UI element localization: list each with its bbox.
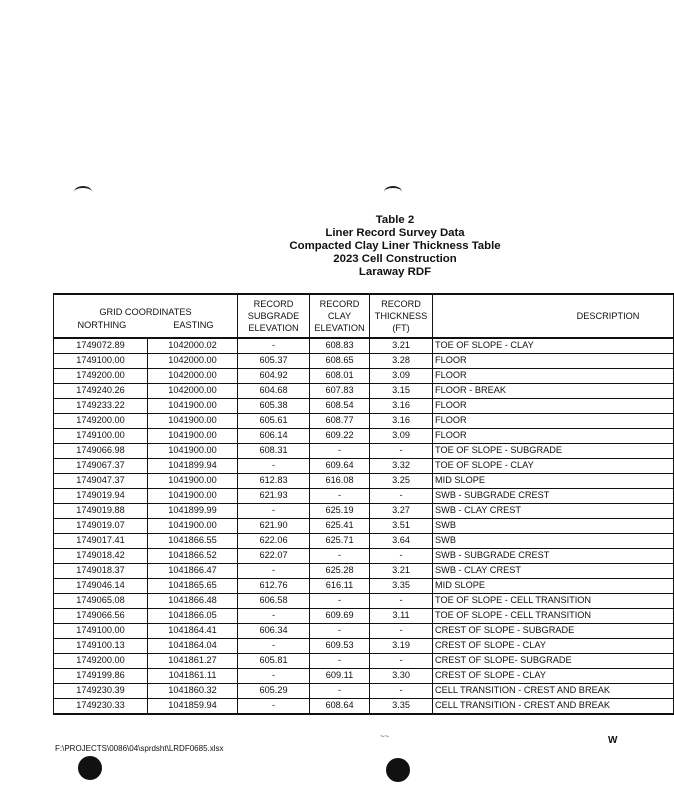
description-cell: SWB - CLAY CREST [433, 564, 674, 579]
northing-header: NORTHING [77, 319, 127, 330]
subgrade-elevation-cell: 605.29 [238, 684, 310, 699]
scan-mark-left [74, 186, 92, 198]
description-cell: TOE OF SLOPE - CELL TRANSITION [433, 609, 674, 624]
table-row [54, 579, 674, 594]
description-cell: FLOOR [433, 369, 674, 384]
thickness-header-line-1: RECORD [381, 299, 421, 309]
clay-header-line-3: ELEVATION [314, 323, 365, 333]
description-cell: TOE OF SLOPE - CLAY [433, 459, 674, 474]
table-row [54, 338, 674, 354]
northing-cell: 1749199.86 [54, 669, 148, 684]
thickness-cell: - [370, 594, 433, 609]
subgrade-elevation-cell: - [238, 564, 310, 579]
table-row [54, 699, 674, 715]
subgrade-elevation-cell: - [238, 504, 310, 519]
clay-elevation-cell: - [310, 594, 370, 609]
subgrade-elevation-cell: 606.14 [238, 429, 310, 444]
subgrade-elevation-cell: 606.58 [238, 594, 310, 609]
facility-name: Laraway RDF [358, 266, 432, 278]
description-cell: FLOOR - BREAK [433, 384, 674, 399]
table-row [54, 519, 674, 534]
description-cell: TOE OF SLOPE - CELL TRANSITION [433, 594, 674, 609]
table-row [54, 369, 674, 384]
table-header [54, 294, 674, 338]
easting-cell: 1041864.04 [148, 639, 238, 654]
northing-cell: 1749230.39 [54, 684, 148, 699]
easting-cell: 1042000.02 [148, 338, 238, 354]
northing-cell: 1749100.00 [54, 429, 148, 444]
northing-cell: 1749072.89 [54, 338, 148, 354]
clay-elevation-cell: 608.65 [310, 354, 370, 369]
easting-cell: 1041866.47 [148, 564, 238, 579]
table-row [54, 594, 674, 609]
clay-elevation-cell: 607.83 [310, 384, 370, 399]
northing-cell: 1749066.56 [54, 609, 148, 624]
description-cell: CELL TRANSITION - CREST AND BREAK [433, 684, 674, 699]
easting-cell: 1041866.05 [148, 609, 238, 624]
clay-elevation-cell: - [310, 654, 370, 669]
clay-elevation-cell: 609.64 [310, 459, 370, 474]
subgrade-elevation-cell: 605.37 [238, 354, 310, 369]
table-row [54, 534, 674, 549]
clay-elevation-cell: 608.54 [310, 399, 370, 414]
description-cell: FLOOR [433, 414, 674, 429]
subgrade-elevation-cell: 621.93 [238, 489, 310, 504]
easting-cell: 1041866.55 [148, 534, 238, 549]
subgrade-elevation-cell: 622.06 [238, 534, 310, 549]
description-cell: FLOOR [433, 354, 674, 369]
table-row [54, 504, 674, 519]
clay-elevation-cell: 608.01 [310, 369, 370, 384]
easting-cell: 1041900.00 [148, 429, 238, 444]
northing-cell: 1749200.00 [54, 414, 148, 429]
northing-cell: 1749047.37 [54, 474, 148, 489]
thickness-cell: 3.25 [370, 474, 433, 489]
subgrade-elevation-cell: - [238, 338, 310, 354]
thickness-cell: 3.11 [370, 609, 433, 624]
northing-cell: 1749067.37 [54, 459, 148, 474]
subgrade-elevation-cell: 604.92 [238, 369, 310, 384]
clay-elevation-cell: 609.53 [310, 639, 370, 654]
file-path: F:\PROJECTS\0086\04\sprdsht\LRDF0685.xlsx [55, 744, 224, 753]
construction-year: 2023 Cell Construction [333, 253, 457, 265]
easting-cell: 1041900.00 [148, 519, 238, 534]
clay-header-line-2: CLAY [327, 311, 352, 321]
subgrade-header-line-1: RECORD [253, 299, 294, 309]
subgrade-elevation-cell: 608.31 [238, 444, 310, 459]
description-cell: CREST OF SLOPE- SUBGRADE [433, 654, 674, 669]
easting-cell: 1042000.00 [148, 369, 238, 384]
thickness-header-line-3: (FT) [392, 323, 410, 333]
northing-cell: 1749100.00 [54, 354, 148, 369]
table-row [54, 609, 674, 624]
thickness-cell: 3.09 [370, 429, 433, 444]
description-cell: MID SLOPE [433, 474, 674, 489]
thickness-cell: - [370, 684, 433, 699]
thickness-header [370, 294, 433, 338]
table-row [54, 474, 674, 489]
thickness-cell: - [370, 654, 433, 669]
table-number: Table 2 [375, 214, 415, 226]
clay-elevation-cell: 609.69 [310, 609, 370, 624]
easting-cell: 1041900.00 [148, 399, 238, 414]
thickness-cell: 3.21 [370, 564, 433, 579]
thickness-cell: 3.51 [370, 519, 433, 534]
clay-elevation-cell: 625.19 [310, 504, 370, 519]
thickness-cell: 3.28 [370, 354, 433, 369]
subgrade-elevation-cell: 621.90 [238, 519, 310, 534]
northing-cell: 1749019.88 [54, 504, 148, 519]
northing-cell: 1749065.08 [54, 594, 148, 609]
thickness-cell: 3.16 [370, 399, 433, 414]
thickness-header-line-2: THICKNESS [374, 311, 428, 321]
subgrade-elevation-cell: 622.07 [238, 549, 310, 564]
thickness-cell: 3.35 [370, 579, 433, 594]
description-cell: SWB - SUBGRADE CREST [433, 489, 674, 504]
northing-cell: 1749200.00 [54, 369, 148, 384]
description-cell: SWB [433, 519, 674, 534]
table-row [54, 639, 674, 654]
thickness-cell: 3.64 [370, 534, 433, 549]
table-row [54, 429, 674, 444]
subgrade-elevation-cell: 604.68 [238, 384, 310, 399]
thickness-cell: - [370, 444, 433, 459]
easting-cell: 1041900.00 [148, 489, 238, 504]
description-cell: TOE OF SLOPE - CLAY [433, 338, 674, 354]
northing-cell: 1749066.98 [54, 444, 148, 459]
northing-cell: 1749230.33 [54, 699, 148, 715]
subgrade-elevation-cell: - [238, 459, 310, 474]
easting-cell: 1041866.48 [148, 594, 238, 609]
table-row [54, 564, 674, 579]
subgrade-header-line-2: SUBGRADE [247, 311, 300, 321]
northing-cell: 1749018.37 [54, 564, 148, 579]
description-cell: SWB [433, 534, 674, 549]
table-subtitle: Compacted Clay Liner Thickness Table [289, 240, 501, 252]
subgrade-elevation-cell: 605.81 [238, 654, 310, 669]
clay-elevation-cell: - [310, 549, 370, 564]
scan-mark-right [384, 186, 402, 198]
clay-elevation-cell: 608.64 [310, 699, 370, 715]
thickness-cell: 3.15 [370, 384, 433, 399]
subgrade-elevation-cell: 605.61 [238, 414, 310, 429]
northing-cell: 1749240.26 [54, 384, 148, 399]
thickness-cell: 3.19 [370, 639, 433, 654]
clay-elevation-cell: 609.22 [310, 429, 370, 444]
table-row [54, 654, 674, 669]
northing-cell: 1749100.13 [54, 639, 148, 654]
clay-elevation-cell: 616.08 [310, 474, 370, 489]
easting-cell: 1041865.65 [148, 579, 238, 594]
thickness-cell: - [370, 624, 433, 639]
description-header-label: DESCRIPTION [576, 311, 640, 321]
clay-elevation-cell: 608.83 [310, 338, 370, 354]
easting-cell: 1041860.32 [148, 684, 238, 699]
clay-elevation-cell: - [310, 489, 370, 504]
subgrade-elevation-cell: 605.38 [238, 399, 310, 414]
clay-elevation-cell: 625.41 [310, 519, 370, 534]
table-row [54, 399, 674, 414]
easting-cell: 1041864.41 [148, 624, 238, 639]
northing-cell: 1749200.00 [54, 654, 148, 669]
table-row [54, 354, 674, 369]
clay-elevation-cell: - [310, 624, 370, 639]
table-row [54, 384, 674, 399]
subgrade-elevation-cell: 612.83 [238, 474, 310, 489]
thickness-cell: 3.21 [370, 338, 433, 354]
table-row [54, 624, 674, 639]
subgrade-elevation-cell: 612.76 [238, 579, 310, 594]
description-cell: SWB - SUBGRADE CREST [433, 549, 674, 564]
easting-cell: 1042000.00 [148, 384, 238, 399]
easting-cell: 1041900.00 [148, 474, 238, 489]
table-title-block [270, 214, 520, 279]
punch-hole-right [386, 758, 410, 782]
northing-cell: 1749046.14 [54, 579, 148, 594]
table-row [54, 489, 674, 504]
description-cell: FLOOR [433, 399, 674, 414]
table-row [54, 684, 674, 699]
subgrade-elevation-cell: - [238, 639, 310, 654]
clay-elevation-cell: 625.71 [310, 534, 370, 549]
easting-cell: 1041900.00 [148, 444, 238, 459]
thickness-cell: 3.30 [370, 669, 433, 684]
survey-table-container [53, 293, 640, 712]
table-row [54, 459, 674, 474]
easting-cell: 1041861.27 [148, 654, 238, 669]
clay-elevation-cell: 616.11 [310, 579, 370, 594]
thickness-cell: 3.35 [370, 699, 433, 715]
survey-table [53, 293, 674, 715]
subgrade-elevation-header [238, 294, 310, 338]
description-cell: MID SLOPE [433, 579, 674, 594]
description-cell: SWB - CLAY CREST [433, 504, 674, 519]
thickness-cell: 3.16 [370, 414, 433, 429]
grid-coordinates-label: GRID COORDINATES [99, 306, 192, 317]
clay-elevation-cell: 625.28 [310, 564, 370, 579]
scan-smudge: ~~ [380, 732, 390, 741]
description-header [433, 294, 674, 338]
clay-elevation-cell: 609.11 [310, 669, 370, 684]
easting-cell: 1041899.94 [148, 459, 238, 474]
table-row [54, 414, 674, 429]
description-cell: FLOOR [433, 429, 674, 444]
thickness-cell: - [370, 489, 433, 504]
corner-text: W [608, 735, 618, 746]
clay-elevation-cell: - [310, 444, 370, 459]
grid-coordinates-header [54, 294, 238, 338]
description-cell: CELL TRANSITION - CREST AND BREAK [433, 699, 674, 715]
table-row [54, 444, 674, 459]
easting-cell: 1042000.00 [148, 354, 238, 369]
northing-cell: 1749019.94 [54, 489, 148, 504]
subgrade-header-line-3: ELEVATION [248, 323, 299, 333]
thickness-cell: - [370, 549, 433, 564]
table-body [54, 338, 674, 714]
easting-cell: 1041859.94 [148, 699, 238, 715]
northing-cell: 1749233.22 [54, 399, 148, 414]
northing-cell: 1749017.41 [54, 534, 148, 549]
clay-elevation-cell: - [310, 684, 370, 699]
description-cell: CREST OF SLOPE - CLAY [433, 669, 674, 684]
thickness-cell: 3.32 [370, 459, 433, 474]
northing-cell: 1749100.00 [54, 624, 148, 639]
easting-cell: 1041900.00 [148, 414, 238, 429]
clay-header-line-1: RECORD [319, 299, 360, 309]
clay-elevation-cell: 608.77 [310, 414, 370, 429]
northing-cell: 1749018.42 [54, 549, 148, 564]
table-title: Liner Record Survey Data [325, 227, 465, 239]
subgrade-elevation-cell: - [238, 699, 310, 715]
description-cell: TOE OF SLOPE - SUBGRADE [433, 444, 674, 459]
subgrade-elevation-cell: - [238, 669, 310, 684]
description-cell: CREST OF SLOPE - CLAY [433, 639, 674, 654]
description-cell: CREST OF SLOPE - SUBGRADE [433, 624, 674, 639]
easting-cell: 1041866.52 [148, 549, 238, 564]
subgrade-elevation-cell: - [238, 609, 310, 624]
easting-header: EASTING [173, 319, 214, 330]
easting-cell: 1041899.99 [148, 504, 238, 519]
table-row [54, 669, 674, 684]
punch-hole-left [78, 756, 102, 780]
northing-cell: 1749019.07 [54, 519, 148, 534]
thickness-cell: 3.09 [370, 369, 433, 384]
thickness-cell: 3.27 [370, 504, 433, 519]
clay-elevation-header [310, 294, 370, 338]
easting-cell: 1041861.11 [148, 669, 238, 684]
table-row [54, 549, 674, 564]
subgrade-elevation-cell: 606.34 [238, 624, 310, 639]
